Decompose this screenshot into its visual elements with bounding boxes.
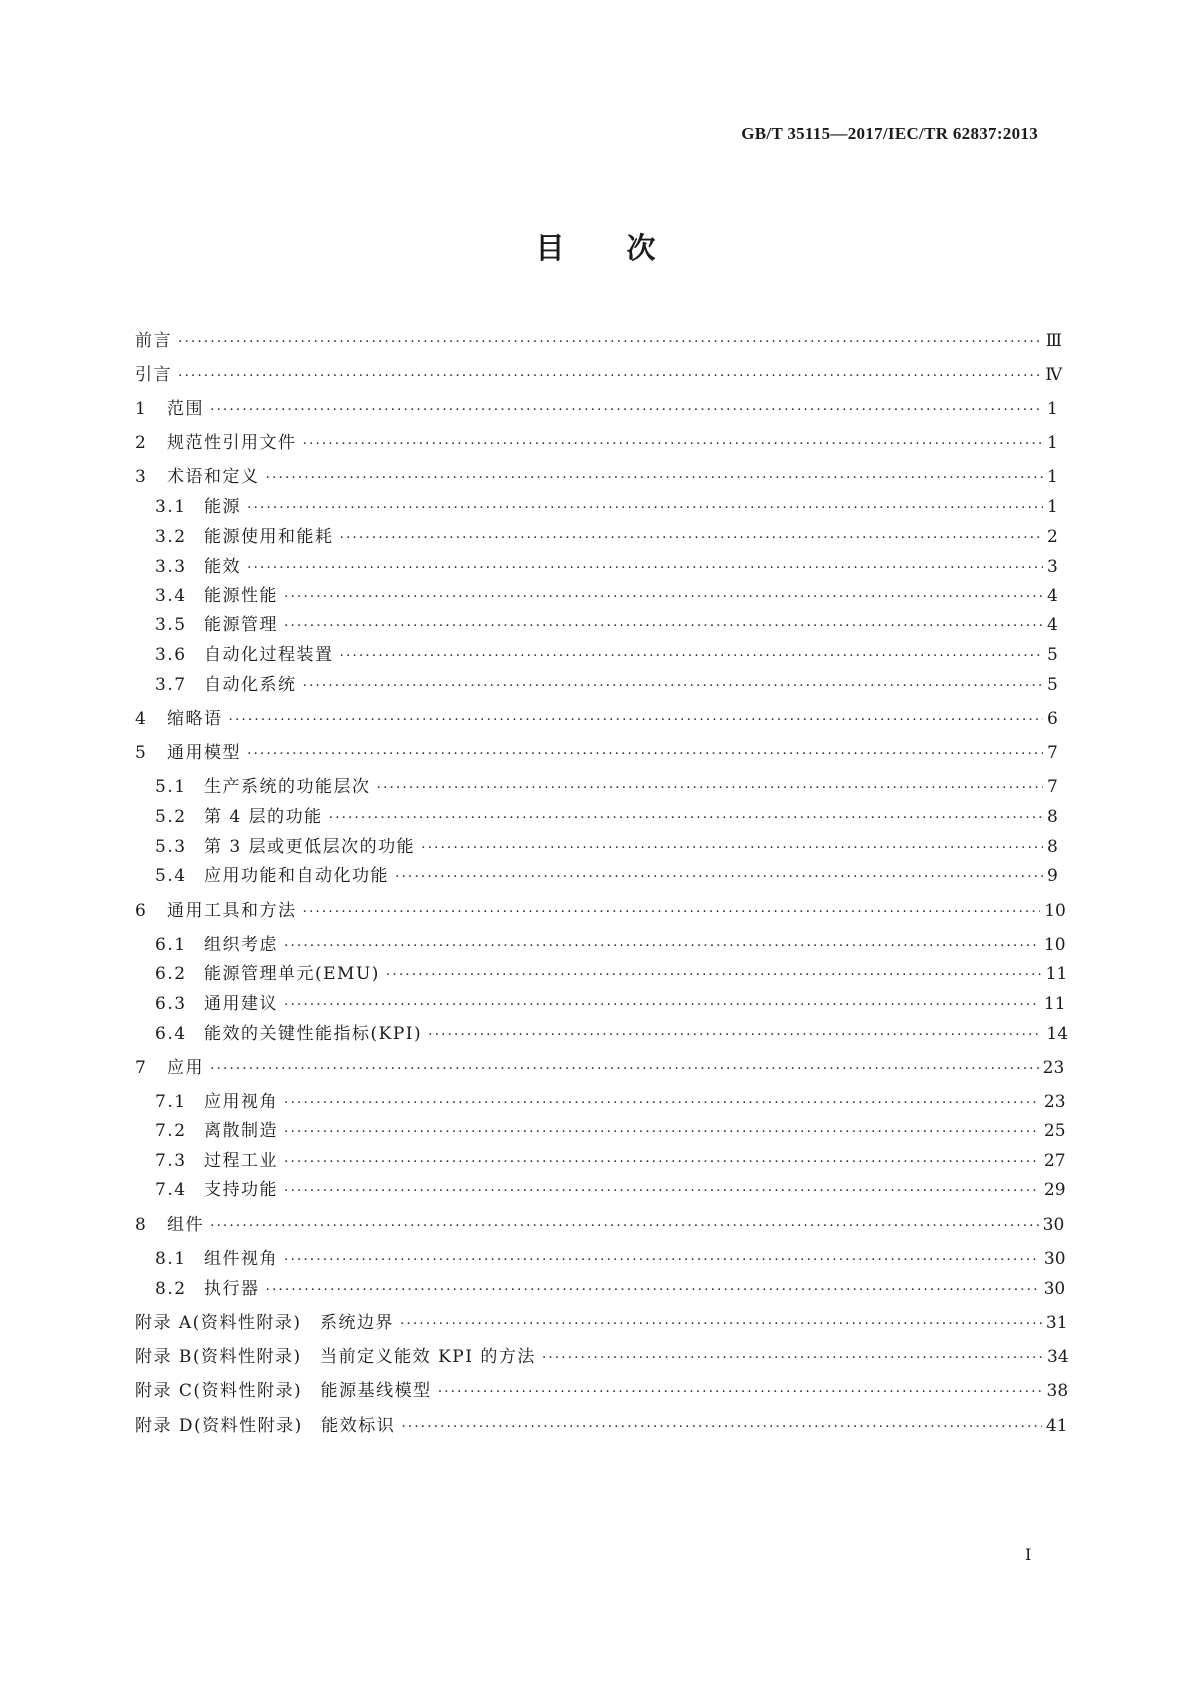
toc-entry-title: 第 3 层或更低层次的功能 [204, 837, 416, 857]
toc-entry[interactable] [155, 1175, 1066, 1200]
toc-entry-number: 5.1 [155, 777, 187, 797]
toc-entry-page: 23 [1043, 1092, 1066, 1112]
toc-entry[interactable] [155, 1274, 1066, 1299]
page-number: Ⅰ [1025, 1545, 1032, 1564]
toc-entry-page: 1 [1047, 497, 1058, 517]
toc-entry-page: Ⅲ [1045, 331, 1063, 351]
toc-leader-dots [210, 1218, 1039, 1234]
toc-leader-dots [329, 810, 1043, 826]
toc-entry-page: 8 [1047, 837, 1058, 857]
toc-leader-dots [303, 904, 1041, 920]
toc-leader-dots [284, 1252, 1040, 1268]
toc-leader-dots [284, 1124, 1040, 1140]
toc-entry-page: 10 [1044, 901, 1066, 921]
toc-entry-page: 4 [1047, 615, 1058, 635]
toc-leader-dots [284, 997, 1040, 1013]
toc-entry[interactable] [155, 832, 1057, 856]
toc-entry-number: 7.3 [155, 1151, 187, 1171]
toc-entry-title: 附录 C(资料性附录) 能源基线模型 [135, 1381, 432, 1401]
toc-entry[interactable] [155, 610, 1057, 634]
toc-leader-dots [247, 746, 1043, 762]
toc-entry-page: 5 [1047, 675, 1058, 695]
toc-entry-title: 组件视角 [204, 1249, 278, 1269]
toc-entry[interactable] [155, 989, 1066, 1014]
toc-entry-title: 前言 [135, 331, 172, 351]
toc-entry-page: 25 [1043, 1121, 1066, 1141]
toc-entry-page: 3 [1047, 557, 1058, 577]
toc-entry[interactable] [135, 1053, 1065, 1078]
toc-entry-page: 14 [1046, 1024, 1069, 1044]
toc-entry-page: 9 [1047, 866, 1058, 886]
toc-entry-number: 5 [135, 743, 148, 763]
toc-leader-dots [284, 618, 1043, 634]
toc-entry-number: 2 [135, 433, 148, 453]
toc-entry[interactable] [155, 670, 1057, 694]
toc-entry-title: 自动化过程装置 [204, 645, 334, 665]
toc-entry[interactable] [155, 802, 1057, 826]
toc-entry-number: 8.2 [155, 1279, 187, 1299]
toc-entry-title: 能效 [204, 557, 241, 577]
toc-entry[interactable] [135, 428, 1057, 452]
toc-leader-dots [284, 589, 1043, 605]
toc-entry[interactable] [155, 772, 1057, 796]
toc-leader-dots [210, 1061, 1039, 1077]
toc-leader-dots [340, 530, 1044, 546]
toc-entry-page: 30 [1042, 1215, 1065, 1235]
toc-entry-number: 8 [135, 1215, 148, 1235]
toc-entry[interactable] [135, 896, 1066, 921]
toc-leader-dots [400, 1316, 1042, 1332]
toc-entry-title: 缩略语 [167, 709, 223, 729]
toc-entry-title: 引言 [135, 365, 172, 385]
toc-entry-page: 1 [1047, 433, 1058, 453]
toc-entry-number: 6 [135, 901, 148, 921]
toc-entry[interactable] [135, 1411, 1068, 1436]
toc-entry-number: 8.1 [155, 1249, 187, 1269]
toc-leader-dots [395, 869, 1043, 885]
toc-entry-page: 1 [1047, 399, 1058, 419]
toc-entry[interactable] [155, 930, 1066, 955]
toc-entry[interactable] [155, 522, 1057, 546]
toc-entry-page: 30 [1043, 1279, 1066, 1299]
standard-number: GB/T 35115—2017/IEC/TR 62837:2013 [741, 124, 1038, 143]
toc-entry-page: 11 [1045, 964, 1068, 984]
toc-entry[interactable] [155, 552, 1057, 576]
toc-entry[interactable] [135, 462, 1057, 486]
toc-leader-dots [266, 470, 1044, 486]
toc-entry[interactable] [155, 1244, 1066, 1269]
toc-leader-dots [247, 500, 1043, 516]
toc-leader-dots [178, 334, 1042, 350]
toc-leader-dots [542, 1350, 1043, 1366]
toc-entry[interactable] [155, 640, 1057, 664]
toc-entry-page: 11 [1043, 994, 1066, 1014]
toc-leader-dots [303, 678, 1044, 694]
toc-entry-number: 7.4 [155, 1180, 187, 1200]
toc-entry[interactable] [135, 738, 1057, 762]
toc-leader-dots [266, 1282, 1040, 1298]
toc-entry-title: 应用功能和自动化功能 [204, 866, 389, 886]
toc-entry-title: 支持功能 [204, 1180, 278, 1200]
toc-entry-number: 7.1 [155, 1092, 187, 1112]
toc-leader-dots [377, 780, 1044, 796]
toc-entry-page: 41 [1045, 1416, 1068, 1436]
toc-entry[interactable] [155, 959, 1068, 984]
toc-entry-page: 8 [1047, 807, 1058, 827]
toc-entry-number: 3.7 [155, 675, 187, 695]
toc-entry-number: 4 [135, 709, 148, 729]
toc-entry-title: 通用模型 [167, 743, 241, 763]
toc-entry[interactable] [155, 492, 1057, 516]
toc-entry-title: 能源性能 [204, 586, 278, 606]
toc-entry-number: 5.2 [155, 807, 187, 827]
toc-entry-page: 29 [1043, 1180, 1066, 1200]
toc-entry[interactable] [155, 581, 1057, 605]
toc-entry-title: 应用视角 [204, 1092, 278, 1112]
toc-entry-title: 能源管理单元(EMU) [204, 964, 380, 984]
toc-leader-dots [284, 938, 1040, 954]
toc-entry-title: 能效的关键性能指标(KPI) [204, 1024, 423, 1044]
toc-entry-title: 自动化系统 [204, 675, 297, 695]
toc-leader-dots [284, 1154, 1040, 1170]
toc-entry-number: 6.3 [155, 994, 187, 1014]
toc-entry-number: 3.6 [155, 645, 187, 665]
toc-entry-title: 术语和定义 [167, 467, 260, 487]
toc-entry-number: 5.4 [155, 866, 187, 886]
toc-entry-page: 4 [1047, 586, 1058, 606]
toc-entry-title: 通用工具和方法 [167, 901, 297, 921]
toc-entry[interactable] [135, 704, 1057, 728]
toc-entry-page: 10 [1043, 935, 1066, 955]
toc-entry-page: 34 [1047, 1347, 1069, 1367]
toc-entry-title: 附录 D(资料性附录) 能效标识 [135, 1416, 396, 1436]
toc-entry-title: 组织考虑 [204, 935, 278, 955]
toc-leader-dots [421, 840, 1043, 856]
toc-entry[interactable] [135, 1210, 1065, 1235]
toc-entry-number: 7.2 [155, 1121, 187, 1141]
toc-entry-title: 范围 [167, 399, 204, 419]
toc-entry-page: 1 [1047, 467, 1058, 487]
toc-entry[interactable] [135, 1342, 1069, 1367]
toc-entry-title: 组件 [167, 1215, 204, 1235]
toc-entry-title: 生产系统的功能层次 [204, 777, 371, 797]
toc-leader-dots [386, 967, 1042, 983]
toc-leader-dots [428, 1027, 1042, 1043]
toc-entry[interactable] [155, 1019, 1069, 1044]
toc-entry-number: 3.1 [155, 497, 187, 517]
toc-entry-number: 3.2 [155, 527, 187, 547]
toc-leader-dots [284, 1095, 1040, 1111]
toc-entry-page: 23 [1042, 1058, 1065, 1078]
toc-entry-number: 6.2 [155, 964, 187, 984]
toc-entry-number: 3.4 [155, 586, 187, 606]
toc-entry-page: Ⅳ [1045, 365, 1063, 385]
toc-entry[interactable] [135, 394, 1057, 418]
toc-entry[interactable] [155, 1087, 1066, 1112]
toc-entry-page: 30 [1043, 1249, 1066, 1269]
toc-entry-number: 3.3 [155, 557, 187, 577]
toc-entry-page: 27 [1043, 1151, 1066, 1171]
toc-entry-title: 执行器 [204, 1279, 260, 1299]
toc-leader-dots [284, 1183, 1040, 1199]
toc-leader-dots [229, 712, 1044, 728]
toc-entry-number: 6.1 [155, 935, 187, 955]
toc-leader-dots [247, 560, 1043, 576]
toc-entry-title: 附录 B(资料性附录) 当前定义能效 KPI 的方法 [135, 1347, 536, 1367]
toc-entry[interactable] [155, 1116, 1066, 1141]
toc-entry-number: 6.4 [155, 1024, 187, 1044]
toc-entry[interactable] [135, 326, 1063, 351]
toc-entry[interactable] [135, 1308, 1068, 1333]
toc-entry-page: 31 [1045, 1313, 1068, 1333]
toc-entry-page: 7 [1047, 777, 1058, 797]
toc-entry-number: 3 [135, 467, 148, 487]
toc-entry-title: 离散制造 [204, 1121, 278, 1141]
toc-entry-number: 7 [135, 1058, 148, 1078]
toc-entry-number: 1 [135, 399, 148, 419]
toc-leader-dots [438, 1384, 1043, 1400]
toc-entry-title: 能源使用和能耗 [204, 527, 334, 547]
toc-leader-dots [303, 436, 1044, 452]
toc-leader-dots [401, 1419, 1042, 1435]
toc-entry-title: 第 4 层的功能 [204, 807, 323, 827]
toc-entry-number: 3.5 [155, 615, 187, 635]
toc-entry[interactable] [135, 360, 1063, 385]
toc-entry-page: 7 [1047, 743, 1058, 763]
toc-entry-title: 应用 [167, 1058, 204, 1078]
toc-entry-page: 2 [1047, 527, 1058, 547]
toc-entry-page: 6 [1047, 709, 1058, 729]
toc-leader-dots [178, 368, 1041, 384]
toc-entry-number: 5.3 [155, 837, 187, 857]
page-title: 目次 [535, 231, 718, 265]
toc-entry[interactable] [155, 1146, 1066, 1171]
toc-entry-title: 过程工业 [204, 1151, 278, 1171]
toc-entry-title: 能源 [204, 497, 241, 517]
toc-entry-title: 附录 A(资料性附录) 系统边界 [135, 1313, 394, 1333]
toc-entry-title: 能源管理 [204, 615, 278, 635]
toc-entry-page: 38 [1046, 1381, 1069, 1401]
toc-entry-title: 规范性引用文件 [167, 433, 297, 453]
toc-entry[interactable] [155, 861, 1057, 885]
toc-leader-dots [210, 402, 1043, 418]
toc-entry-title: 通用建议 [204, 994, 278, 1014]
toc-leader-dots [340, 648, 1044, 664]
toc-entry[interactable] [135, 1376, 1069, 1401]
toc-entry-page: 5 [1047, 645, 1058, 665]
